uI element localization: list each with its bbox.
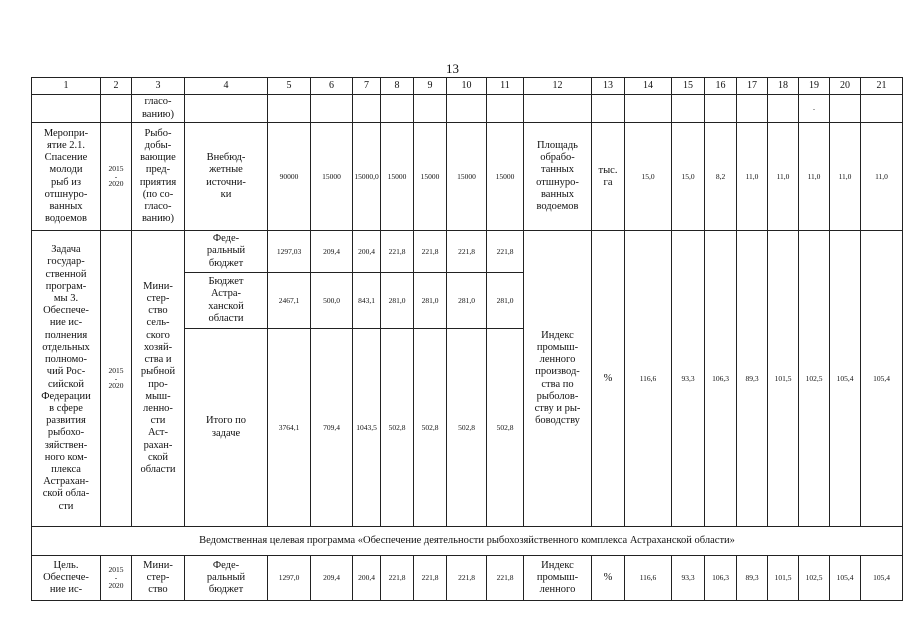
funding-source: Бюджет Астра- ханской области <box>185 273 268 329</box>
value-cell: 843,1 <box>353 273 381 329</box>
funding-source: Итого по задаче <box>185 329 268 527</box>
header-cell: 7 <box>353 78 381 95</box>
value-cell: 1297,03 <box>268 231 311 273</box>
unit-cell: тыс. га <box>592 123 625 231</box>
section-title: Ведомственная целевая программа «Обеспечение деятельности рыбохозяйственного комплекса Астраханской области» <box>32 527 903 556</box>
header-row <box>32 78 903 95</box>
indicator-value: 11,0 <box>861 123 903 231</box>
value-cell: 709,4 <box>311 329 353 527</box>
indicator-value: 105,4 <box>861 556 903 601</box>
value-cell: 3764,1 <box>268 329 311 527</box>
value-cell: 90000 <box>268 123 311 231</box>
indicator-value: 11,0 <box>737 123 768 231</box>
value-cell: 281,0 <box>381 273 414 329</box>
indicator-value: 93,3 <box>672 556 705 601</box>
header-cell: 6 <box>311 78 353 95</box>
program-table <box>31 77 903 601</box>
header-cell: 17 <box>737 78 768 95</box>
value-cell: 500,0 <box>311 273 353 329</box>
value-cell: 209,4 <box>311 231 353 273</box>
value-cell: 221,8 <box>447 231 487 273</box>
indicator-value: 11,0 <box>799 123 830 231</box>
value-cell: 15000 <box>381 123 414 231</box>
value-cell: 502,8 <box>447 329 487 527</box>
value-cell: 15000 <box>487 123 524 231</box>
header-cell: 1 <box>32 78 101 95</box>
dot-mark: . <box>799 95 830 123</box>
page-number: 13 <box>446 61 459 76</box>
indicator-value: 106,3 <box>705 556 737 601</box>
indicator-value: 105,4 <box>830 556 861 601</box>
continuation-row <box>32 95 903 123</box>
value-cell: 2467,1 <box>268 273 311 329</box>
header-cell: 14 <box>625 78 672 95</box>
period-cell: 2015 - 2020 <box>101 231 132 527</box>
value-cell: 281,0 <box>447 273 487 329</box>
header-cell: 20 <box>830 78 861 95</box>
value-cell: 1297,0 <box>268 556 311 601</box>
value-cell: 221,8 <box>381 231 414 273</box>
header-cell: 5 <box>268 78 311 95</box>
task-row-federal <box>32 231 903 273</box>
indicator-value: 101,5 <box>768 556 799 601</box>
indicator-name: Индекс промыш- ленного <box>524 556 592 601</box>
value-cell: 15000,0 <box>353 123 381 231</box>
executor-cell: Мини- стер- ство сель- ского хозяй- ства и рыбной про- мыш- ленно- сти Аст- рахан- ской области <box>132 231 185 527</box>
indicator-value: 116,6 <box>625 231 672 527</box>
value-cell: 221,8 <box>381 556 414 601</box>
funding-source: Феде- ральный бюджет <box>185 556 268 601</box>
measure-row <box>32 123 903 231</box>
indicator-value: 93,3 <box>672 231 705 527</box>
value-cell: 15000 <box>311 123 353 231</box>
indicator-value: 116,6 <box>625 556 672 601</box>
value-cell: 221,8 <box>487 556 524 601</box>
header-cell: 10 <box>447 78 487 95</box>
task-name: Задача государ- ственной програм- мы 3. Обеспече- ние ис- полнения отдельных полномо- чий Рос- сийской Федерации в сфере развития рыбохо- зяйствен- ного ком- плекса Астрахан- ской обла- сти <box>32 231 101 527</box>
header-cell: 18 <box>768 78 799 95</box>
indicator-value: 11,0 <box>830 123 861 231</box>
indicator-value: 106,3 <box>705 231 737 527</box>
value-cell: 281,0 <box>414 273 447 329</box>
header-cell: 4 <box>185 78 268 95</box>
header-cell: 15 <box>672 78 705 95</box>
value-cell: 15000 <box>447 123 487 231</box>
header-cell: 11 <box>487 78 524 95</box>
section-row <box>32 527 903 556</box>
indicator-name: Индекс промыш- ленного производ- ства по рыболов- ству и ры- боводству <box>524 231 592 527</box>
goal-name: Цель. Обеспече- ние ис- <box>32 556 101 601</box>
funding-source: Внебюд- жетные источни- ки <box>185 123 268 231</box>
value-cell: 221,8 <box>414 231 447 273</box>
value-cell: 200,4 <box>353 556 381 601</box>
unit-cell: % <box>592 231 625 527</box>
header-cell: 16 <box>705 78 737 95</box>
period-cell: 2015 - 2020 <box>101 123 132 231</box>
measure-name: Меропри- ятие 2.1. Спасение молоди рыб из отшнуро- ванных водоемов <box>32 123 101 231</box>
funding-source: Феде- ральный бюджет <box>185 231 268 273</box>
unit-cell: % <box>592 556 625 601</box>
value-cell: 1043,5 <box>353 329 381 527</box>
indicator-value: 8,2 <box>705 123 737 231</box>
value-cell: 221,8 <box>447 556 487 601</box>
indicator-value: 102,5 <box>799 556 830 601</box>
value-cell: 502,8 <box>414 329 447 527</box>
goal-row <box>32 556 903 601</box>
value-cell: 281,0 <box>487 273 524 329</box>
indicator-value: 11,0 <box>768 123 799 231</box>
header-cell: 8 <box>381 78 414 95</box>
indicator-name: Площадь обрабо- танных отшнуро- ванных водоемов <box>524 123 592 231</box>
indicator-value: 89,3 <box>737 556 768 601</box>
header-cell: 21 <box>861 78 903 95</box>
header-cell: 3 <box>132 78 185 95</box>
value-cell: 502,8 <box>487 329 524 527</box>
value-cell: 221,8 <box>487 231 524 273</box>
header-cell: 13 <box>592 78 625 95</box>
header-cell: 19 <box>799 78 830 95</box>
value-cell: 200,4 <box>353 231 381 273</box>
executor-cell: Рыбо- добы- вающие пред- приятия (по со- гласо- ванию) <box>132 123 185 231</box>
indicator-value: 101,5 <box>768 231 799 527</box>
header-cell: 2 <box>101 78 132 95</box>
executor-cell: Мини- стер- ство <box>132 556 185 601</box>
indicator-value: 89,3 <box>737 231 768 527</box>
indicator-value: 15,0 <box>672 123 705 231</box>
header-cell: 9 <box>414 78 447 95</box>
indicator-value: 105,4 <box>830 231 861 527</box>
value-cell: 15000 <box>414 123 447 231</box>
indicator-value: 105,4 <box>861 231 903 527</box>
value-cell: 502,8 <box>381 329 414 527</box>
indicator-value: 15,0 <box>625 123 672 231</box>
value-cell: 209,4 <box>311 556 353 601</box>
executor-cell: гласо- ванию) <box>132 95 185 123</box>
indicator-value: 102,5 <box>799 231 830 527</box>
period-cell: 2015 - 2020 <box>101 556 132 601</box>
value-cell: 221,8 <box>414 556 447 601</box>
header-cell: 12 <box>524 78 592 95</box>
